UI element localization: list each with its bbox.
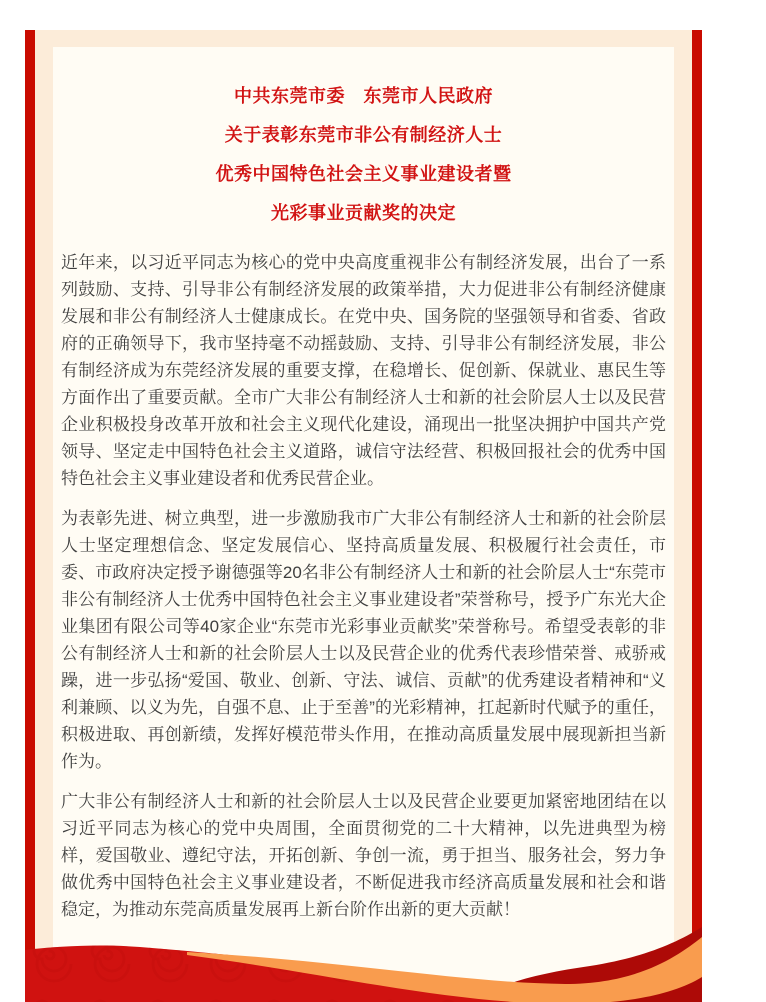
left-red-border (25, 30, 35, 1002)
title-line-3: 优秀中国特色社会主义事业建设者暨 (215, 164, 512, 184)
paragraph-2: 为表彰先进、树立典型，进一步激励我市广大非公有制经济人士和新的社会阶层人士坚定理想信念、坚定发展信心、坚持高质量发展、积极履行社会责任，市委、市政府决定授予谢德强等20名非公有制经济人士和新的社会阶层人士“东莞市非公有制经济人士优秀中国特色社会主义事业建设者”荣誉称号，授予广东光大企业集团有限公司等40家企业“东莞市光彩事业贡献奖”荣誉称号。希望受表彰的非公有制经济人士和新的社会阶层人士以及民营企业的优秀代表珍惜荣誉、戒骄戒躁，进一步弘扬“爱国、敬业、创新、守法、诚信、贡献”的优秀建设者精神和“义利兼顾、以义为先，自强不息、止于至善”的光彩精神，扛起新时代赋予的重任，积极进取、再创新绩，发挥好模范带头作用，在推动高质量发展中展现新担当新作为。 (61, 509, 666, 771)
document-body (53, 249, 674, 923)
article-frame (25, 30, 702, 1002)
bottom-wave-decoration (25, 877, 702, 1002)
document-title (53, 77, 674, 233)
document-card (53, 47, 674, 1002)
right-red-border (692, 30, 702, 1002)
title-line-1: 中共东莞市委 东莞市人民政府 (234, 86, 493, 106)
title-line-4: 光彩事业贡献奖的决定 (271, 203, 456, 223)
paragraph-1: 近年来，以习近平同志为核心的党中央高度重视非公有制经济发展，出台了一系列鼓励、支持、引导非公有制经济发展的政策举措，大力促进非公有制经济健康发展和非公有制经济人士健康成长。在党中央、国务院的坚强领导和省委、省政府的正确领导下，我市坚持毫不动摇鼓励、支持、引导非公有制经济发展，非公有制经济成为东莞经济发展的重要支撑，在稳增长、促创新、保就业、惠民生等方面作出了重要贡献。全市广大非公有制经济人士和新的社会阶层人士以及民营企业积极投身改革开放和社会主义现代化建设，涌现出一批坚决拥护中国共产党领导、坚定走中国特色社会主义道路，诚信守法经营、积极回报社会的优秀中国特色社会主义事业建设者和优秀民营企业。 (61, 253, 666, 488)
paragraph-3: 广大非公有制经济人士和新的社会阶层人士以及民营企业要更加紧密地团结在以习近平同志为核心的党中央周围，全面贯彻党的二十大精神，以先进典型为榜样，爱国敬业、遵纪守法，开拓创新、争创一流，勇于担当、服务社会，努力争做优秀中国特色社会主义事业建设者，不断促进我市经济高质量发展和社会和谐稳定，为推动东莞高质量发展再上新台阶作出新的更大贡献！ (61, 792, 666, 919)
title-line-2: 关于表彰东莞市非公有制经济人士 (224, 125, 503, 145)
